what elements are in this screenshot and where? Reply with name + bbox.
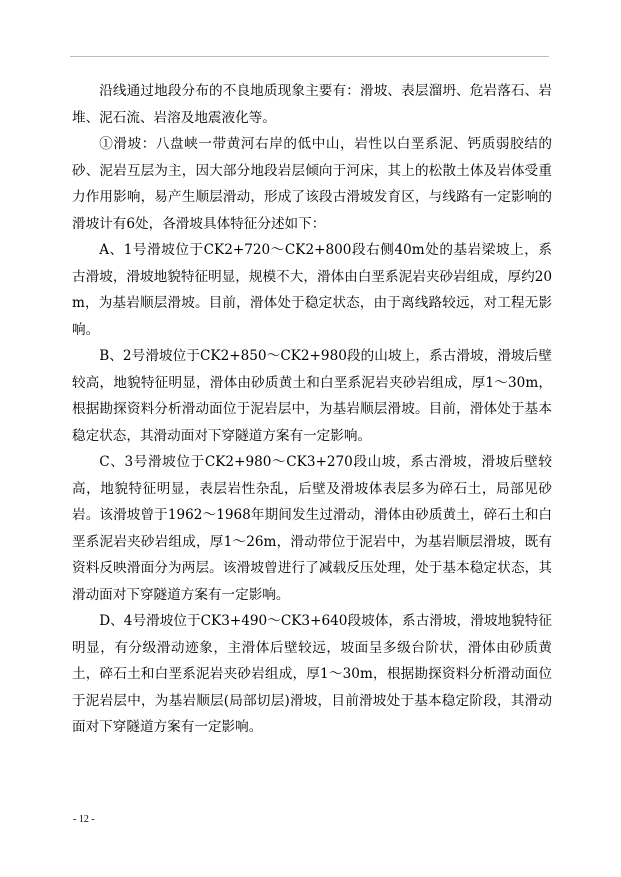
paragraph-landslide-4: D、4号滑坡位于CK3+490～CK3+640段坡体，系古滑坡，滑坡地貌特征明显，有分级滑动迹象，主滑体后壁较远，坡面呈多级台阶状，滑体由砂质黄土，碎石土和白垩系泥岩夹砂岩组成，厚1～30m，根据勘探资料分析滑动面位于泥岩层中，为基岩顺层(局部切层)滑坡，目前滑坡处于基本稳定阶段，其滑动面对下穿隧道方案有一定影响。	[72, 613, 552, 735]
document-body	[72, 78, 552, 741]
header-divider	[70, 56, 549, 57]
paragraph-intro: 沿线通过地段分布的不良地质现象主要有：滑坡、表层溜坍、危岩落石、岩堆、泥石流、岩溶及地震液化等。	[72, 83, 552, 126]
paragraph-landslide-2: B、2号滑坡位于CK2+850～CK2+980段的山坡上，系古滑坡，滑坡后壁较高，地貌特征明显，滑体由砂质黄土和白垩系泥岩夹砂岩组成，厚1～30m，根据勘探资料分析滑动面位于泥岩层中，为基岩顺层滑坡。目前，滑体处于基本稳定状态，其滑动面对下穿隧道方案有一定影响。	[72, 348, 552, 444]
paragraph-landslide-1: A、1号滑坡位于CK2+720～CK2+800段右侧40m处的基岩梁坡上，系古滑坡，滑坡地貌特征明显，规模不大，滑体由白垩系泥岩夹砂岩组成，厚约20m，为基岩顺层滑坡。目前，滑体处于稳定状态，由于离线路较远，对工程无影响。	[72, 242, 552, 338]
page-number: - 12 -	[73, 814, 95, 825]
paragraph-landslide-overview: ①滑坡：八盘峡一带黄河右岸的低中山，岩性以白垩系泥、钙质弱胶结的砂、泥岩互层为主，因大部分地段岩层倾向于河床，其上的松散土体及岩体受重力作用影响，易产生顺层滑动，形成了该段古滑坡发育区，与线路有一定影响的滑坡计有6处，各滑坡具体特征分述如下：	[72, 136, 552, 232]
paragraph-landslide-3: C、3号滑坡位于CK2+980～CK3+270段山坡，系古滑坡，滑坡后壁较高，地貌特征明显，表层岩性杂乱，后壁及滑坡体表层多为碎石土，局部见砂岩。该滑坡曾于1962～1968年期间发生过滑动，滑体由砂质黄土，碎石土和白垩系泥岩夹砂岩组成，厚1～26m，滑动带位于泥岩中，为基岩顺层滑坡，既有资料反映滑面分为两层。该滑坡曾进行了减载反压处理，处于基本稳定状态，其滑动面对下穿隧道方案有一定影响。	[72, 454, 552, 603]
